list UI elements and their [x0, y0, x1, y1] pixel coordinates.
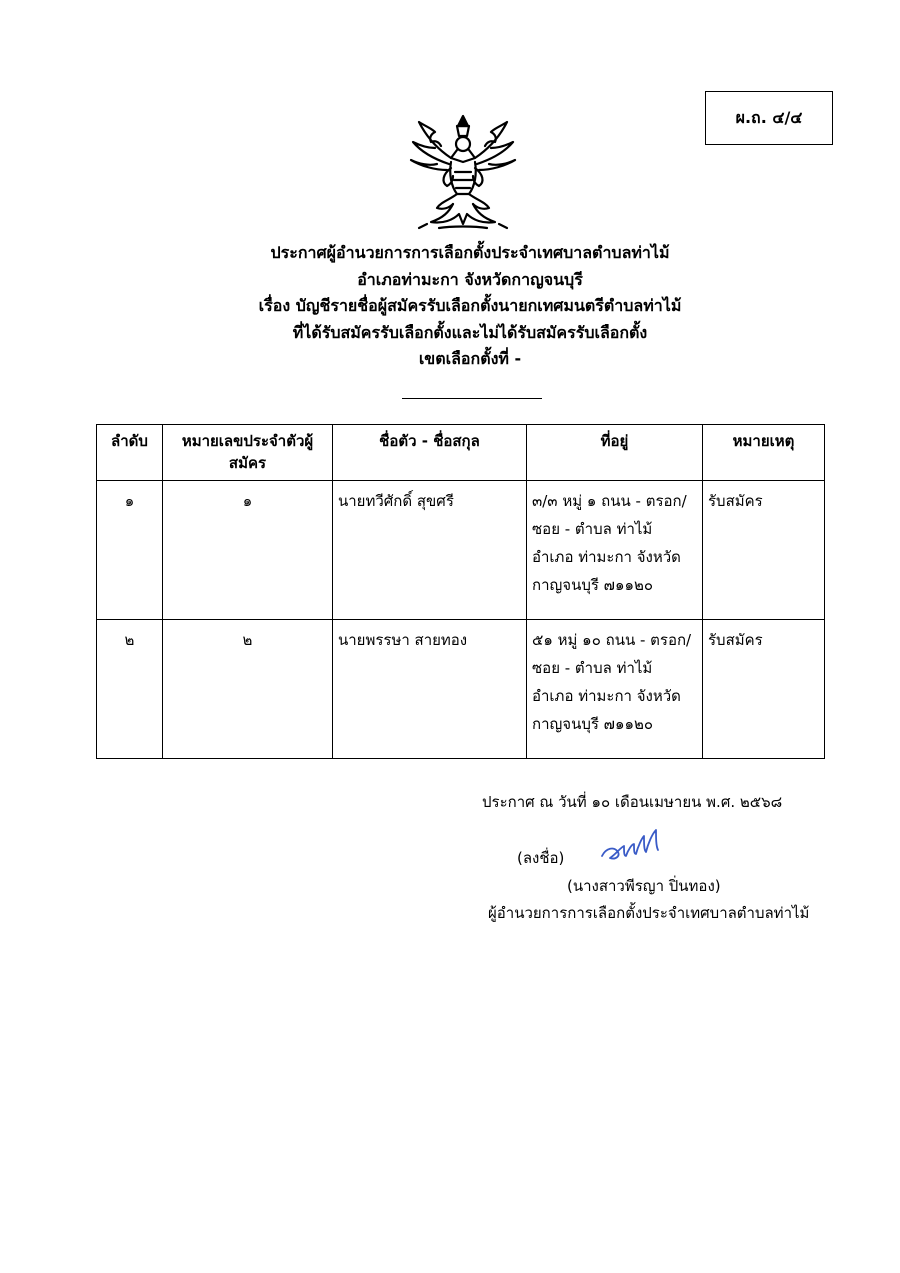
- cell-order: ๒: [97, 620, 163, 759]
- cell-candidate-number: ๑: [163, 481, 333, 620]
- cell-order: ๑: [97, 481, 163, 620]
- cell-candidate-number: ๒: [163, 620, 333, 759]
- announcement-heading: [150, 240, 790, 373]
- cell-name: นายพรรษา สายทอง: [333, 620, 527, 759]
- heading-line-1: ประกาศผู้อำนวยการการเลือกตั้งประจำเทศบาลตำบลท่าไม้: [270, 243, 670, 262]
- signature-label: (ลงชื่อ): [517, 849, 565, 867]
- col-header-address: ที่อยู่: [527, 425, 703, 481]
- cell-name: นายทวีศักดิ์ สุขศรี: [333, 481, 527, 620]
- cell-address: ๓/๓ หมู่ ๑ ถนน - ตรอก/ซอย - ตำบล ท่าไม้ อำเภอ ท่ามะกา จังหวัด กาญจนบุรี ๗๑๑๒๐: [527, 481, 703, 620]
- heading-line-3: เรื่อง บัญชีรายชื่อผู้สมัครรับเลือกตั้งนายกเทศมนตรีตำบลท่าไม้: [258, 296, 682, 315]
- table-row: [97, 481, 825, 620]
- announce-date: ประกาศ ณ วันที่ ๑๐ เดือนเมษายน พ.ศ. ๒๕๖๘: [482, 793, 783, 811]
- garuda-emblem-icon: [409, 112, 517, 234]
- col-header-name: ชื่อตัว - ชื่อสกุล: [333, 425, 527, 481]
- candidate-table: [96, 424, 825, 759]
- col-header-order: ลำดับ: [97, 425, 163, 481]
- form-code: ผ.ถ. ๔/๔: [735, 107, 803, 127]
- table-header-row: [97, 425, 825, 481]
- heading-line-5: เขตเลือกตั้งที่ -: [418, 349, 522, 368]
- table-row: [97, 620, 825, 759]
- heading-line-2: อำเภอท่ามะกา จังหวัดกาญจนบุรี: [357, 269, 583, 289]
- signer-position: ผู้อำนวยการการเลือกตั้งประจำเทศบาลตำบลท่าไม้: [488, 904, 810, 922]
- cell-address: ๕๑ หมู่ ๑๐ ถนน - ตรอก/ซอย - ตำบล ท่าไม้ อำเภอ ท่ามะกา จังหวัด กาญจนบุรี ๗๑๑๒๐: [527, 620, 703, 759]
- signer-name: (นางสาวพีรญา ปิ่นทอง): [567, 877, 721, 895]
- handwritten-signature: [598, 826, 664, 866]
- heading-line-4: ที่ได้รับสมัครรับเลือกตั้งและไม่ได้รับสมัครรับเลือกตั้ง: [292, 322, 648, 342]
- cell-remark: รับสมัคร: [703, 620, 825, 759]
- form-code-box: [705, 91, 833, 145]
- heading-divider: [402, 398, 542, 399]
- col-header-candidate-number: หมายเลขประจำตัวผู้สมัคร: [163, 425, 333, 481]
- cell-remark: รับสมัคร: [703, 481, 825, 620]
- col-header-remark: หมายเหตุ: [703, 425, 825, 481]
